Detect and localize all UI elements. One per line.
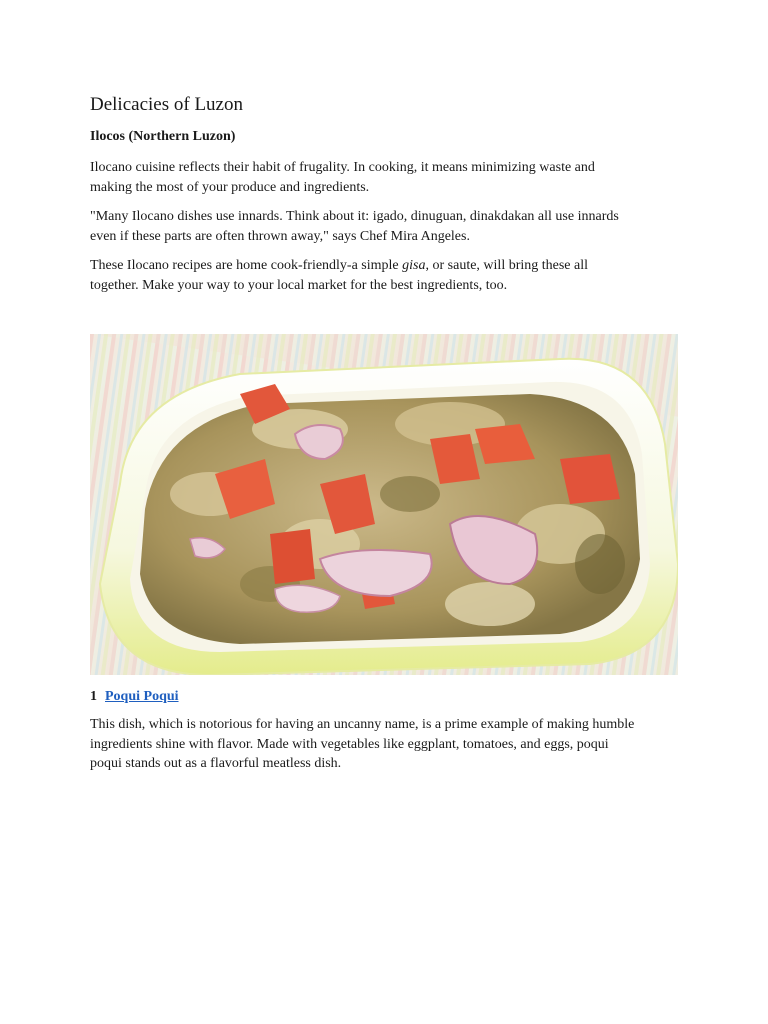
dish-description-line-1: This dish, which is notorious for having an uncanny name, is a prime example of making humble (90, 717, 635, 732)
recipes-line-1-start: These Ilocano recipes are home cook-friendly-a simple (90, 258, 403, 273)
poqui-poqui-food (140, 384, 640, 644)
quote-line-2: even if these parts are often thrown away," says Chef Mira Angeles. (90, 228, 470, 244)
quote-paragraph (90, 207, 670, 246)
poqui-poqui-photo (90, 334, 678, 675)
intro-line-1: Ilocano cuisine reflects their habit of frugality. In cooking, it means minimizing waste and (90, 160, 595, 175)
poqui-poqui-link[interactable]: Poqui Poqui (105, 689, 179, 704)
dish-description-line-2: ingredients shine with flavor. Made with vegetables like eggplant, tomatoes, and eggs, poqui (90, 736, 609, 752)
recipes-line-1-end: , or saute, will bring these all (425, 258, 589, 273)
intro-line-2: making the most of your produce and ingredients. (90, 179, 370, 195)
dish-list-item (90, 687, 179, 706)
recipes-line-2: together. Make your way to your local market for the best ingredients, too. (90, 277, 508, 293)
intro-paragraph (90, 158, 670, 197)
page-title: Delicacies of Luzon (90, 94, 243, 115)
dish-description-line-3: poqui stands out as a flavorful meatless dish. (90, 756, 342, 771)
recipes-paragraph (90, 256, 670, 295)
quote-line-1: "Many Ilocano dishes use innards. Think about it: igado, dinuguan, dinakdakan all use innards (90, 209, 619, 224)
recipes-line-1 (90, 256, 670, 276)
dish-description (90, 715, 670, 774)
gisa-term: gisa (402, 258, 426, 273)
region-heading: Ilocos (Northern Luzon) (90, 129, 236, 144)
dish-number: 1 (90, 689, 97, 704)
